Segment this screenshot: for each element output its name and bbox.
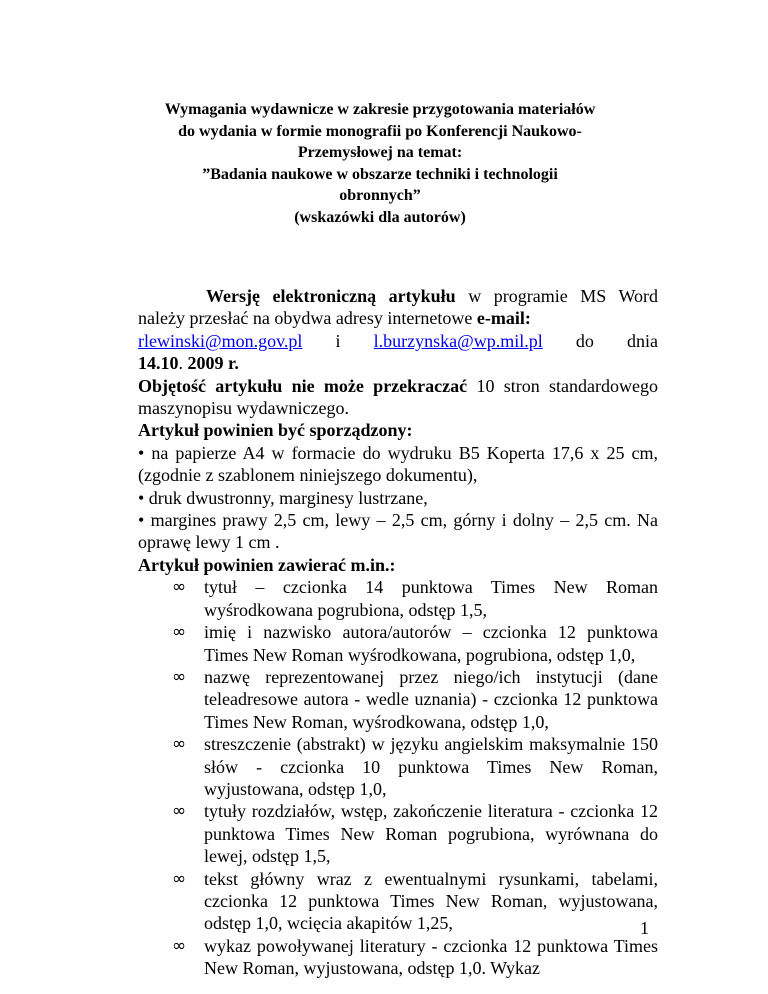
list-item — [138, 935, 658, 980]
infinity-bullet-icon: ∞ — [172, 577, 187, 598]
email-label: e-mail: — [476, 308, 531, 329]
prepared-heading: Artykuł powinien być sporządzony: — [138, 420, 413, 441]
email-link-1[interactable]: rlewinski@mon.gov.pl — [138, 330, 303, 351]
day-word: dnia — [626, 330, 658, 351]
until-word: do — [575, 330, 594, 351]
document-body — [138, 285, 658, 980]
volume-text: 10 stron standardowego maszynopisu wydawniczego. — [138, 375, 659, 419]
list-item — [138, 621, 658, 666]
infinity-bullet-icon: ∞ — [172, 666, 187, 687]
infinity-bullet-icon: ∞ — [172, 935, 187, 956]
page-number: 1 — [640, 918, 649, 938]
email-link-2[interactable]: l.burzynska@wp.mil.pl — [373, 330, 543, 351]
list-item-text: tytuł – czcionka 14 punktowa Times New Roman wyśrodkowana pogrubiona, odstęp 1,5, — [204, 577, 658, 620]
email-line — [138, 330, 658, 352]
list-item-text: tekst główny wraz z ewentualnymi rysunkami, tabelami, czcionka 12 punktowa Times New Roman, wyjustowana, odstęp 1,0, wcięcia akapitów 1,25, — [204, 868, 658, 934]
volume-bold: Objętość artykułu nie może przekraczać — [138, 375, 468, 396]
infinity-bullet-icon: ∞ — [172, 801, 187, 822]
date-separator: . — [178, 353, 183, 374]
infinity-bullet-icon: ∞ — [172, 868, 187, 889]
list-item — [138, 576, 658, 621]
list-item — [138, 733, 658, 800]
list-item — [138, 800, 658, 867]
deadline-date — [138, 352, 658, 374]
title-line: Wymagania wydawnicze w zakresie przygotowania materiałów — [164, 101, 596, 118]
contents-list — [138, 576, 658, 979]
title-line: do wydania w formie monografii po Konferencji Naukowo- — [178, 122, 582, 140]
list-item-text: imię i nazwisko autora/autorów – czcionka 12 punktowa Times New Roman wyśrodkowana, pogrubiona, odstęp 1,0, — [204, 622, 658, 665]
list-item-text: wykaz powoływanej literatury - czcionka 12 punktowa Times New Roman, wyjustowana, odstęp 1,0. Wykaz — [204, 935, 658, 979]
list-item — [138, 868, 658, 935]
title-line: Przemysłowej na temat: — [297, 144, 463, 161]
title-line: ”Badania naukowe w obszarze techniki i technologii — [202, 165, 558, 183]
contents-heading: Artykuł powinien zawierać m.in.: — [138, 554, 396, 575]
infinity-bullet-icon: ∞ — [172, 734, 187, 755]
list-item-text: nazwę reprezentowanej przez niego/ich instytucji (dane teleadresowe autora - wedle uznania) - czcionka 12 punktowa Times New Roman, wyśrodkowana, odstęp 1,0, — [204, 666, 658, 732]
title-line: obronnych” — [339, 187, 421, 204]
list-item-text: tytuły rozdziałów, wstęp, zakończenie literatura - czcionka 12 punktowa Times New Roman pogrubiona, wyrównana do lewej, odstęp 1,5, — [204, 801, 658, 867]
intro-text: w programie MS Word należy przesłać na obydwa adresy internetowe — [138, 286, 659, 329]
title-line: (wskazówki dla autorów) — [294, 208, 466, 226]
intro-paragraph — [138, 285, 658, 330]
prepared-item: • margines prawy 2,5 cm, lewy – 2,5 cm, górny i dolny – 2,5 cm. Na oprawę lewy 1 cm . — [138, 510, 658, 553]
intro-bold-lead: Wersję elektroniczną artykułu — [206, 286, 456, 306]
date-part-1: 14.10 — [138, 353, 179, 374]
volume-paragraph — [138, 375, 658, 420]
prepared-item: • na papierze A4 w formacie do wydruku B5 Koperta 17,6 x 25 cm, (zgodnie z szablonem niniejszego dokumentu), — [138, 442, 658, 486]
prepared-item: • druk dwustronny, marginesy lustrzane, — [138, 487, 428, 508]
list-item — [138, 666, 658, 733]
and-word: i — [335, 330, 341, 351]
date-part-2: 2009 r. — [183, 353, 239, 374]
infinity-bullet-icon: ∞ — [172, 622, 187, 643]
list-item-text: streszczenie (abstrakt) w języku angielskim maksymalnie 150 słów - czcionka 10 punktowa Times New Roman, wyjustowana, odstęp 1,0, — [204, 734, 658, 799]
document-title — [130, 99, 630, 228]
